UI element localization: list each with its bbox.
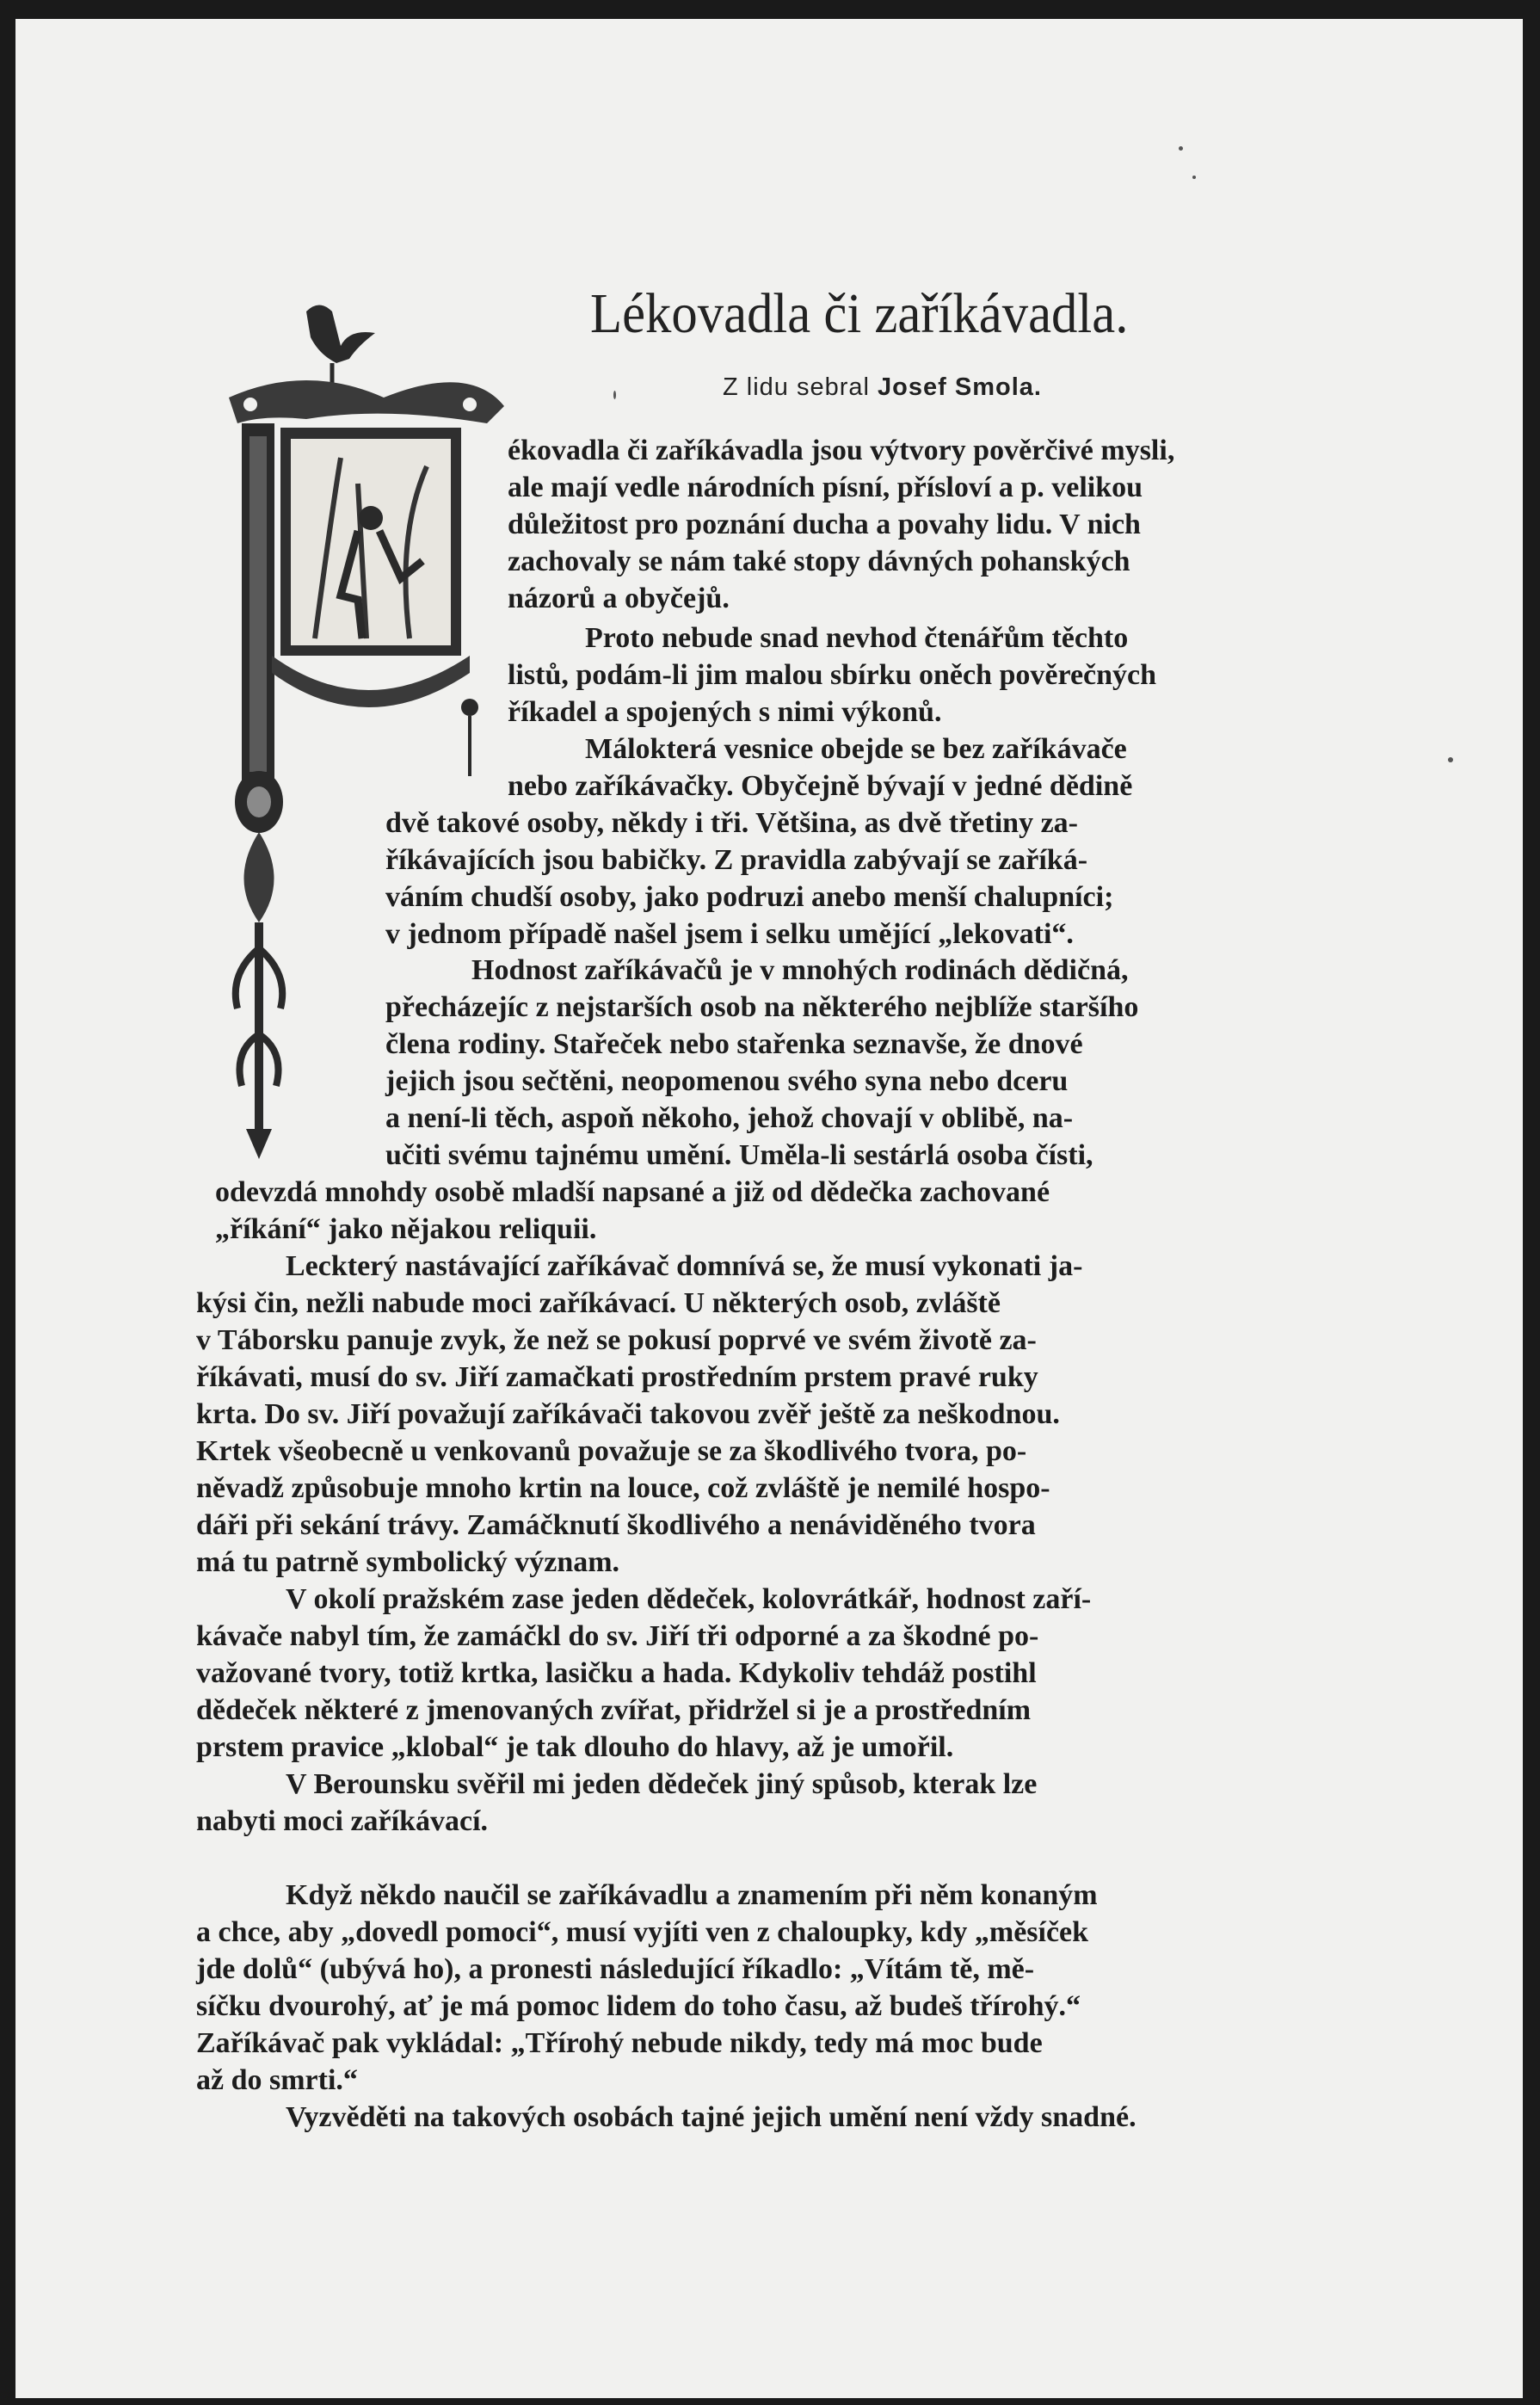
text-line: Leckterý nastávající zaříkávač domnívá se, že musí vykonati ja- xyxy=(286,1250,1083,1282)
text-line: dědeček některé z jmenovaných zvířat, přidržel si je a prostředním xyxy=(196,1694,1032,1726)
text-line: přecházejíc z nejstarších osob na některého nejblíže staršího xyxy=(385,991,1139,1023)
text-line: nabyti moci zaříkávací. xyxy=(196,1805,489,1837)
text-line: Málokterá vesnice obejde se bez zaříkávače xyxy=(585,733,1127,765)
text-line: Vyzvěděti na takových osobách tajné jejich umění není vždy snadné. xyxy=(286,2101,1137,2133)
text-line: člena rodiny. Stařeček nebo stařenka seznavše, že dnové xyxy=(385,1028,1083,1060)
text-line: V okolí pražském zase jeden dědeček, kolovrátkář, hodnost zaří- xyxy=(286,1583,1092,1615)
text-line: názorů a obyčejů. xyxy=(508,583,730,614)
text-line: važované tvory, totiž krtka, lasičku a hada. Kdykoliv tehdáž postihl xyxy=(196,1657,1037,1689)
text-line: říkávati, musí do sv. Jiří zamačkati prostředním prstem pravé ruky xyxy=(196,1361,1038,1393)
text-line: dvě takové osoby, někdy i tři. Většina, as dvě třetiny za- xyxy=(385,807,1078,839)
text-line: má tu patrně symbolický význam. xyxy=(196,1546,620,1578)
text-line: Krtek všeobecně u venkovanů považuje se za škodlivého tvora, po- xyxy=(196,1435,1027,1467)
text-line: krta. Do sv. Jiří považují zaříkávači takovou zvěř ještě za neškodnou. xyxy=(196,1398,1060,1430)
text-line: ékovadla či zaříkávadla jsou výtvory pověrčivé mysli, xyxy=(508,435,1175,466)
text-line: kýsi čin, nežli nabude moci zaříkávací. U některých osob, zvláště xyxy=(196,1287,1001,1319)
text-line: V Berounsku svěřil mi jeden dědeček jiný spůsob, kterak lze xyxy=(286,1768,1038,1800)
text-line: Když někdo naučil se zaříkávadlu a znamením při něm konaným xyxy=(286,1879,1098,1911)
article-title: Lékovadla či zaříkávadla. xyxy=(590,282,1129,345)
text-line: a není-li těch, aspoň někoho, jehož chovají v oblibě, na- xyxy=(385,1102,1074,1134)
text-line: zachovaly se nám také stopy dávných pohanských xyxy=(508,546,1130,577)
text-line: říkávajících jsou babičky. Z pravidla zabývají se zaříká- xyxy=(385,844,1088,876)
text-line: ale mají vedle národních písní, přísloví a p. velikou xyxy=(508,472,1143,503)
text-line: jejich jsou sečtěni, neopomenou svého syna nebo dceru xyxy=(385,1065,1069,1097)
book-page xyxy=(15,19,1523,2398)
text-line: dáři při sekání trávy. Zamáčknutí škodlivého a nenáviděného tvora xyxy=(196,1509,1036,1541)
scan-speck xyxy=(613,391,616,399)
scan-speck xyxy=(1192,176,1196,179)
text-line: odevzdá mnohdy osobě mladší napsané a již od dědečka zachované xyxy=(215,1176,1050,1208)
text-line: síčku dvourohý, ať je má pomoc lidem do toho času, až budeš třírohý.“ xyxy=(196,1990,1081,2022)
text-line: jde dolů“ (ubývá ho), a pronesti následující říkadlo: „Vítám tě, mě- xyxy=(196,1953,1035,1985)
scan-speck xyxy=(1448,757,1453,762)
text-line: něvadž způsobuje mnoho krtin na louce, což zvláště je nemilé hospo- xyxy=(196,1472,1050,1504)
text-line: nebo zaříkávačky. Obyčejně bývají v jedné dědině xyxy=(508,770,1133,802)
text-line: váním chudší osoby, jako podruzi anebo menší chalupníci; xyxy=(385,881,1114,913)
byline-prefix: Z lidu sebral xyxy=(723,373,870,401)
text-line: důležitost pro poznání ducha a povahy lidu. V nich xyxy=(508,509,1141,540)
text-line: listů, podám-li jim malou sbírku oněch pověrečných xyxy=(508,659,1157,691)
text-line: Hodnost zaříkávačů je v mnohých rodinách dědičná, xyxy=(471,954,1129,986)
scan-speck xyxy=(1179,146,1183,151)
text-line: „říkání“ jako nějakou reliquii. xyxy=(215,1213,597,1245)
author-name: Josef Smola. xyxy=(878,373,1042,401)
text-line: říkadel a spojených s nimi výkonů. xyxy=(508,696,942,728)
text-line: učiti svému tajnému umění. Uměla-li sestárlá osoba čísti, xyxy=(385,1139,1093,1171)
text-line: Zaříkávač pak vykládal: „Třírohý nebude nikdy, tedy má moc bude xyxy=(196,2027,1043,2059)
text-line: kávače nabyl tím, že zamáčkl do sv. Jiří tři odporné a za škodné po- xyxy=(196,1620,1039,1652)
text-line: Proto nebude snad nevhod čtenářům těchto xyxy=(585,622,1129,654)
text-line: až do smrti.“ xyxy=(196,2064,358,2096)
text-line: a chce, aby „dovedl pomoci“, musí vyjíti ven z chaloupky, kdy „měsíček xyxy=(196,1916,1089,1948)
text-line: v jednom případě našel jsem i selku umějící „lekovati“. xyxy=(385,918,1074,950)
byline xyxy=(723,373,1042,402)
text-line: v Táborsku panuje zvyk, že než se pokusí poprvé ve svém životě za- xyxy=(196,1324,1037,1356)
text-line: prstem pravice „klobal“ je tak dlouho do hlavy, až je umořil. xyxy=(196,1731,954,1763)
